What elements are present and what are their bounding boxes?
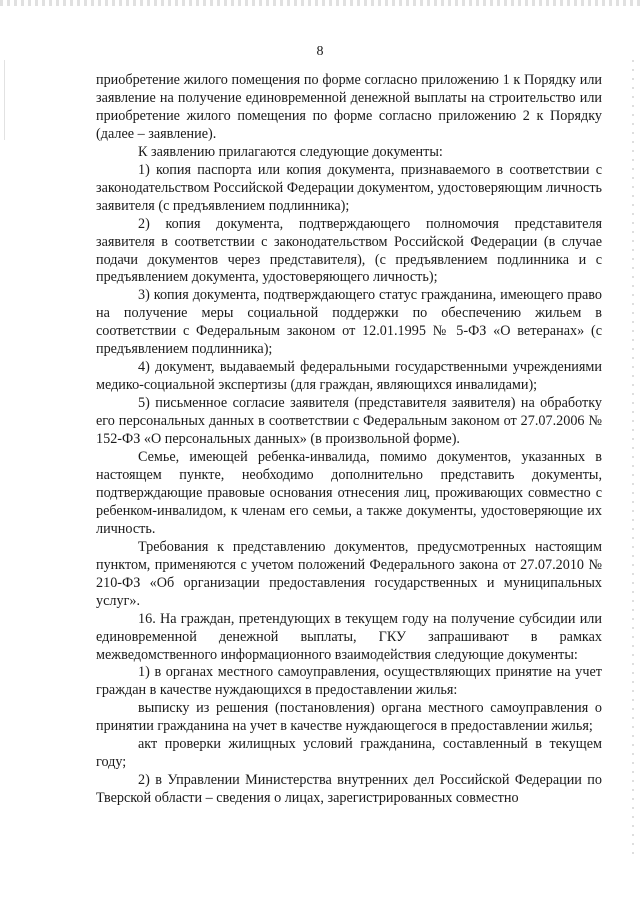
sub-item-inspection-act: акт проверки жилищных условий гражданина, составленный в текущем году; [96, 736, 602, 771]
list-item-4-expertise: 4) документ, выдаваемый федеральными государственными учреждениями медико-социальной экспертизы (для граждан, являющихся инвалидами); [96, 359, 602, 394]
paragraph-continuation: приобретение жилого помещения по форме согласно приложению 1 к Порядку или заявление на получение единовременной денежной выплаты на строительство или приобретение жилого помещения по форме согласно приложению 2 к Порядку (далее – заявление). [96, 72, 602, 142]
scan-edge-left [4, 60, 5, 140]
list-item-5-consent: 5) письменное согласие заявителя (представителя заявителя) на обработку его персональных данных в соответствии с Федеральным законом от 27.07.2006 № 152-ФЗ «О персональных данных» (в произвольной форме). [96, 395, 602, 448]
paragraph-requirements: Требования к представлению документов, предусмотренных настоящим пунктом, применяются с учетом положений Федерального закона от 27.07.2010 № 210-ФЗ «Об организации предоставления государственных и муниципальных услуг». [96, 538, 602, 609]
paragraph-disabled-child: Семье, имеющей ребенка-инвалида, помимо документов, указанных в настоящем пункте, необходимо дополнительно представить документы, подтверждающие правовые основания отнесения лиц, проживающих совместно с ребенком-инвалидом, к членам его семьи, а также документы, удостоверяющие их личность. [96, 449, 602, 537]
scan-edge-top [0, 0, 640, 6]
document-body [96, 72, 602, 808]
list-item-1-passport: 1) копия паспорта или копия документа, признаваемого в соответствии с законодательством Российской Федерации документом, удостоверяющим личность заявителя (с предъявлением подлинника); [96, 161, 602, 214]
paragraph-attachments-intro: К заявлению прилагаются следующие документы: [138, 143, 443, 160]
sub-item-extract: выписку из решения (постановления) органа местного самоуправления о принятии гражданина на учет в качестве нуждающегося в предоставлении жилья; [96, 700, 602, 735]
list-item-16-2: 2) в Управлении Министерства внутренних дел Российской Федерации по Тверской области – сведения о лицах, зарегистрированных совместно [96, 772, 602, 807]
page-number: 8 [316, 44, 324, 59]
list-item-2-representative: 2) копия документа, подтверждающего полномочия представителя заявителя в соответствии с законодательством Российской Федерации (в случае подачи документов через представителя), (с предъявлением подлинника и с предъявлением документа, удостоверяющего личность); [96, 215, 602, 286]
scan-edge-right [632, 60, 634, 860]
list-item-3-status: 3) копия документа, подтверждающего статус гражданина, имеющего право на получение меры социальной поддержки по обеспечению жильем в соответствии с Федеральным законом от 12.01.1995 № 5-ФЗ «О ветеранах» (с предъявлением подлинника); [96, 287, 602, 358]
paragraph-16: 16. На граждан, претендующих в текущем году на получение субсидии или единовременной денежной выплаты, ГКУ запрашивают в рамках межведомственного информационного взаимодействия следующие документы: [96, 610, 602, 663]
list-item-16-1: 1) в органах местного самоуправления, осуществляющих принятие на учет граждан в качестве нуждающихся в предоставлении жилья: [96, 664, 602, 699]
